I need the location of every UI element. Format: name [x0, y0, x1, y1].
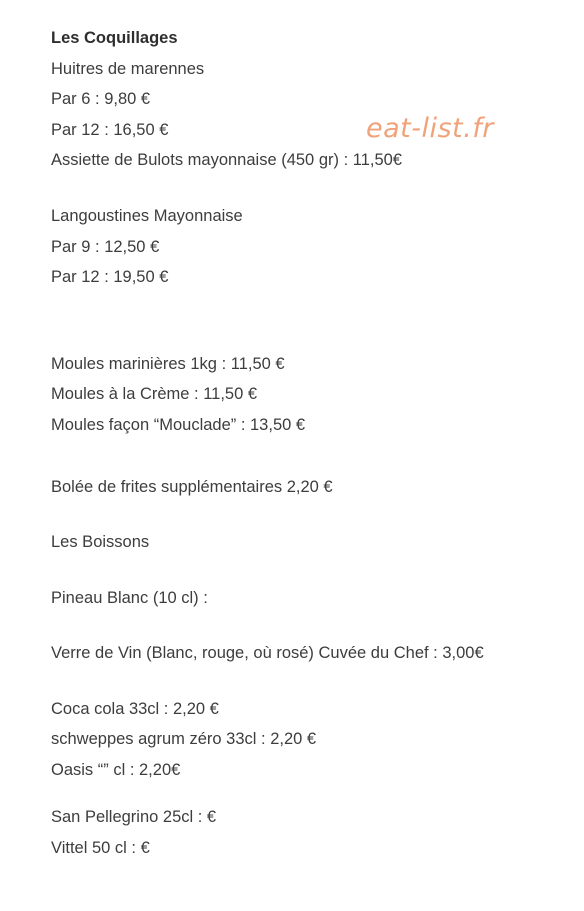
price-huitres-12: Par 12 : 16,50 €: [51, 121, 169, 139]
section-title-coquillages: Les Coquillages: [51, 29, 178, 47]
menu-item-san-pellegrino: San Pellegrino 25cl : €: [51, 808, 217, 826]
menu-item-langoustines: Langoustines Mayonnaise: [51, 207, 243, 225]
menu-item-schweppes: schweppes agrum zéro 33cl : 2,20 €: [51, 730, 317, 748]
price-langoustines-9: Par 9 : 12,50 €: [51, 238, 160, 256]
menu-item-bulots: Assiette de Bulots mayonnaise (450 gr) : 11,50€: [51, 151, 402, 169]
menu-item-moules-marinieres: Moules marinières 1kg : 11,50 €: [51, 355, 285, 373]
menu-item-moules-creme: Moules à la Crème : 11,50 €: [51, 385, 258, 403]
menu-item-huitres: Huitres de marennes: [51, 60, 205, 78]
price-huitres-6: Par 6 : 9,80 €: [51, 90, 151, 108]
menu-item-vin: Verre de Vin (Blanc, rouge, où rosé) Cuvée du Chef : 3,00€: [51, 644, 484, 662]
menu-item-pineau: Pineau Blanc (10 cl) :: [51, 589, 208, 607]
menu-item-coca: Coca cola 33cl : 2,20 €: [51, 700, 219, 718]
menu-item-oasis: Oasis “” cl : 2,20€: [51, 761, 181, 779]
menu-item-frites: Bolée de frites supplémentaires 2,20 €: [51, 478, 333, 496]
price-langoustines-12: Par 12 : 19,50 €: [51, 268, 169, 286]
section-title-boissons: Les Boissons: [51, 533, 150, 551]
menu-item-vittel: Vittel 50 cl : €: [51, 839, 150, 857]
watermark-logo: eat-list.fr: [366, 113, 494, 144]
menu-item-moules-mouclade: Moules façon “Mouclade” : 13,50 €: [51, 416, 306, 434]
